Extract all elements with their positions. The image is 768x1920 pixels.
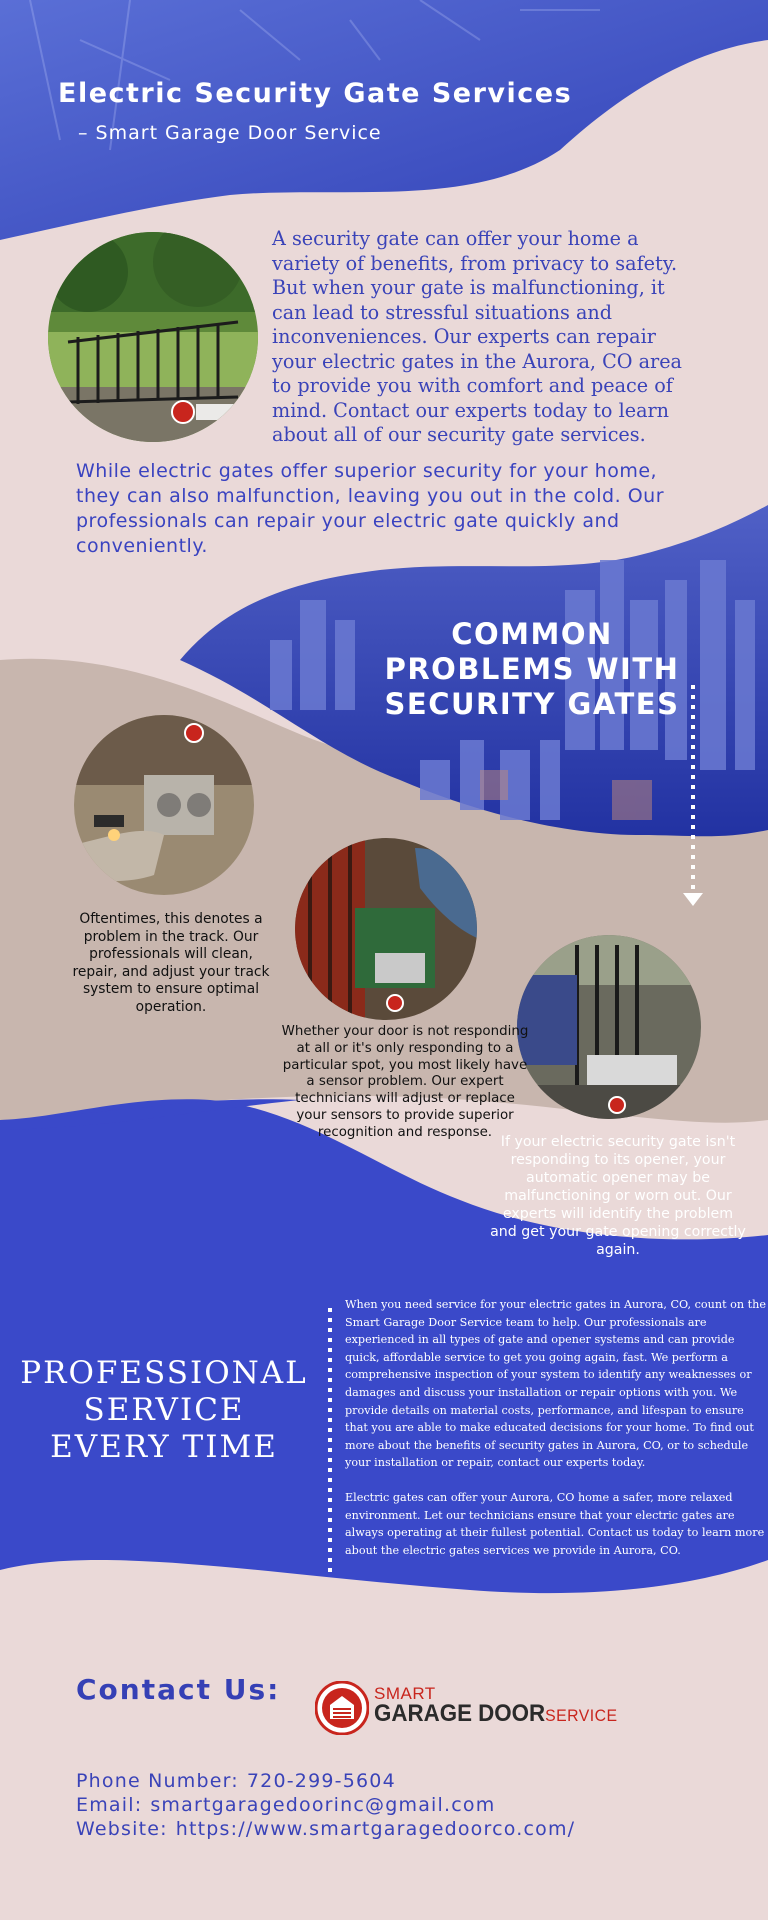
common-problems-title-line: PROBLEMS WITH — [384, 652, 680, 686]
email-label: Email: — [76, 1794, 143, 1816]
professional-service-body — [345, 1296, 768, 1576]
email-line — [76, 1793, 575, 1817]
logo-smart-text: SMART — [374, 1684, 436, 1703]
track-welding-photo — [74, 715, 254, 895]
professional-title-line: EVERY TIME — [50, 1429, 278, 1465]
logo-brand-text — [374, 1700, 618, 1728]
professional-paragraph: When you need service for your electric gates in Aurora, CO, count on the Smart Garage Door Service team to help. Our professionals are experienced in all types of gate and opener systems and can provide quick, affordable service to get you going again, fast. We perform a comprehensive inspection of your system to identify any weaknesses or damages and discuss your installation or repair options with you. We provide details on material costs, performance, and lifespan to ensure that you are able to make educated decisions for your home. To find out more about the benefits of security gates in Aurora, CO, or to schedule your installation or repair, contact our experts today. — [345, 1298, 766, 1470]
logo-service-text: SERVICE — [545, 1706, 618, 1725]
garage-door-logo-icon — [315, 1681, 369, 1735]
gate-opener-photo — [517, 935, 701, 1119]
common-problems-title — [372, 617, 692, 722]
email-address[interactable]: smartgaragedoorinc@gmail.com — [150, 1794, 496, 1816]
problem-caption-track: Oftentimes, this denotes a problem in the track. Our professionals will clean, repair, and adjust your track system to ensure optimal operation. — [72, 911, 270, 1015]
common-problems-title-line: COMMON — [451, 617, 613, 651]
intro-secondary-paragraph: While electric gates offer superior security for your home, they can also malfunction, leaving you out in the cold. Our professionals can repair your electric gate quickly and conveniently. — [76, 460, 665, 557]
logo-main-text: GARAGE DOOR — [374, 1700, 546, 1727]
common-problems-title-line: SECURITY GATES — [384, 687, 680, 721]
professional-service-title — [6, 1355, 322, 1466]
website-line — [76, 1817, 575, 1841]
page-title: Electric Security Gate Services — [58, 78, 573, 109]
phone-line — [76, 1769, 575, 1793]
problem-caption-opener: If your electric security gate isn't responding to its opener, your automatic opener may be malfunctioning or worn out. Our experts will identify the problem and get your gate opening correctly again. — [490, 1134, 746, 1258]
website-link[interactable]: https://www.smartgaragedoorco.com/ — [175, 1818, 576, 1840]
website-label: Website: — [76, 1818, 168, 1840]
professional-title-line: PROFESSIONAL — [20, 1355, 308, 1391]
intro-paragraph: A security gate can offer your home a variety of benefits, from privacy to safety. But when your gate is malfunctioning, it can lead to stressful situations and inconveniences. Our experts can repair your electric gates in the Aurora, CO area to provide you with comfort and peace of mind. Contact our experts today to learn about all of our security gate services. — [272, 227, 682, 446]
phone-label: Phone Number: — [76, 1770, 239, 1792]
professional-paragraph: Electric gates can offer your Aurora, CO home a safer, more relaxed environment. Let our technicians ensure that your electric gates are always operating at their fullest potential. Contact us today to learn more about the electric gates services we provide in Aurora, CO. — [345, 1490, 765, 1557]
professional-title-line: SERVICE — [83, 1392, 245, 1428]
sensor-repair-photo — [295, 838, 477, 1020]
phone-number[interactable]: 720-299-5604 — [246, 1770, 396, 1792]
gate-photo — [48, 232, 258, 442]
contact-title: Contact Us: — [76, 1673, 281, 1706]
problem-caption-sensor: Whether your door is not responding at all or it's only responding to a particular spot, you most likely have a sensor problem. Our expert technicians will adjust or replace your sensors to provide superior recognition and response. — [281, 1024, 529, 1140]
page-subtitle: – Smart Garage Door Service — [78, 122, 382, 144]
contact-details — [76, 1769, 575, 1841]
